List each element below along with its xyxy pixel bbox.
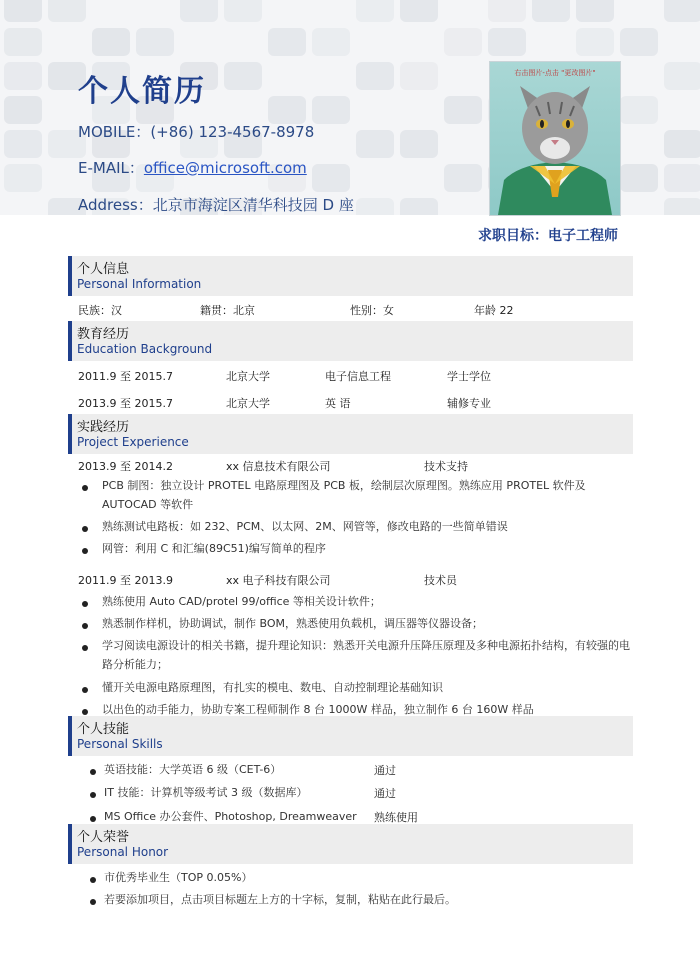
- list-bullet: [82, 522, 94, 535]
- skill-name: 英语技能：大学英语 6 级（CET-6）: [104, 763, 282, 776]
- page-title: 个人简历: [78, 74, 206, 109]
- project-company: xx 电子科技有限公司: [226, 574, 331, 587]
- ethnicity: 民族：汉: [78, 304, 122, 317]
- section-title-cn: 教育经历: [77, 327, 130, 342]
- section-honor: [68, 824, 633, 864]
- email-line: [78, 157, 307, 178]
- list-item: 懂开关电源电路原理图，有扎实的模电、数电、自动控制理论基础知识: [102, 681, 443, 694]
- skill-level: 通过: [374, 787, 396, 800]
- skill-name: IT 技能：计算机等级考试 3 级（数据库）: [104, 786, 308, 799]
- project-role: 技术员: [424, 574, 457, 587]
- list-item: 熟悉制作样机，协助调试，制作 BOM，熟悉使用负载机，调压器等仪器设备；: [102, 617, 483, 630]
- cat-portrait-icon: [490, 62, 620, 215]
- honor-item: 市优秀毕业生（TOP 0.05%）: [104, 871, 253, 884]
- list-bullet: [90, 788, 102, 801]
- job-objective: 求职目标：电子工程师: [478, 228, 618, 244]
- list-bullet: [82, 619, 94, 632]
- project-period: 2013.9 至 2014.2: [78, 460, 173, 473]
- edu-school: 北京大学: [226, 370, 270, 383]
- section-education: [68, 321, 633, 361]
- list-item: PCB 制图：独立设计 PROTEL 电路原理图及 PCB 板，绘制层次原理图。熟练应用 PROTEL 软件及 AUTOCAD 等软件: [102, 479, 586, 511]
- project-role: 技术支持: [424, 460, 468, 473]
- profile-photo[interactable]: [489, 61, 621, 216]
- list-bullet: [82, 597, 94, 610]
- mobile-value: (+86) 123-4567-8978: [150, 123, 315, 141]
- list-bullet: [82, 641, 94, 654]
- edu-period: 2011.9 至 2015.7: [78, 370, 173, 383]
- list-bullet: [90, 873, 102, 886]
- resume-header: [0, 0, 700, 240]
- email-link[interactable]: office@microsoft.com: [143, 159, 307, 177]
- list-bullet: [82, 544, 94, 557]
- email-label: E-MAIL：: [78, 159, 144, 177]
- list-item: 熟练测试电路板：如 232、PCM、以太网、2M、网管等，修改电路的一些简单错误: [102, 520, 508, 533]
- section-projects: [68, 414, 633, 454]
- address-line: [78, 194, 354, 215]
- gender: 性别：女: [350, 304, 394, 317]
- list-bullet: [82, 481, 94, 494]
- edu-degree: 辅修专业: [447, 397, 491, 410]
- section-title-cn: 个人荣誉: [77, 830, 130, 845]
- photo-caption: 右击图片-点击 "更改图片": [514, 69, 596, 77]
- mobile-label: MOBILE：: [78, 123, 151, 141]
- section-title-en: Personal Information: [77, 277, 202, 291]
- list-bullet: [90, 765, 102, 778]
- address-value: 北京市海淀区清华科技园 D 座: [152, 196, 354, 214]
- skill-name: MS Office 办公套件、Photoshop, Dreamweaver: [104, 810, 357, 823]
- section-title-en: Personal Honor: [77, 845, 169, 859]
- edu-degree: 学士学位: [447, 370, 491, 383]
- section-title-cn: 个人技能: [77, 722, 130, 737]
- section-skills: [68, 716, 633, 756]
- edu-school: 北京大学: [226, 397, 270, 410]
- skill-level: 熟练使用: [374, 811, 418, 824]
- list-item: 以出色的动手能力，协助专案工程师制作 8 台 1000W 样品，独立制作 6 台 160W 样品: [102, 703, 534, 716]
- project-company: xx 信息技术有限公司: [226, 460, 331, 473]
- edu-major: 英 语: [325, 397, 351, 410]
- hometown: 籍贯：北京: [200, 304, 255, 317]
- address-label: Address：: [78, 196, 153, 214]
- project-period: 2011.9 至 2013.9: [78, 574, 173, 587]
- honor-item: 若要添加项目，点击项目标题左上方的十字标，复制，粘贴在此行最后。: [104, 893, 456, 906]
- age: 年龄 22: [474, 304, 514, 317]
- edu-major: 电子信息工程: [325, 370, 391, 383]
- list-item: 网管：利用 C 和汇编(89C51)编写简单的程序: [102, 542, 326, 555]
- list-bullet: [82, 683, 94, 696]
- section-title-en: Personal Skills: [77, 737, 163, 751]
- list-bullet: [90, 895, 102, 908]
- skill-level: 通过: [374, 764, 396, 777]
- list-item: 熟练使用 Auto CAD/protel 99/office 等相关设计软件；: [102, 595, 381, 608]
- section-title-en: Education Background: [77, 342, 213, 356]
- section-title-cn: 实践经历: [77, 420, 130, 435]
- section-title-cn: 个人信息: [77, 262, 130, 277]
- edu-period: 2013.9 至 2015.7: [78, 397, 173, 410]
- section-title-en: Project Experience: [77, 435, 189, 449]
- list-item: 学习阅读电源设计的相关书籍，提升理论知识：熟悉开关电源升压降压原理及多种电源拓扑结构，有较强的电路分析能力；: [102, 639, 630, 671]
- section-personal-info: [68, 256, 633, 296]
- mobile-line: [78, 121, 314, 142]
